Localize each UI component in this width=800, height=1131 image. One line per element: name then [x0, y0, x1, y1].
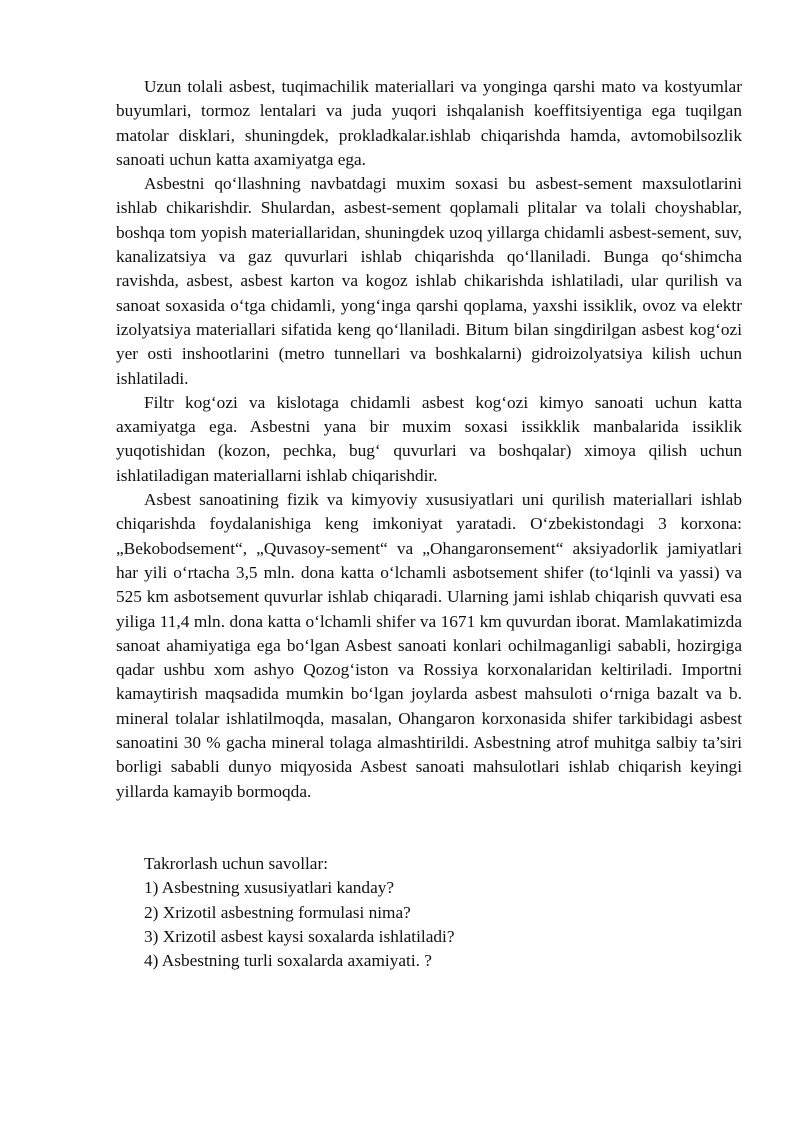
question-item: 4) Asbestning turli soxalarda axamiyati. ? [144, 951, 432, 971]
body-paragraph: Asbestni qo‘llashning navbatdagi muxim soxasi bu asbest-sement maxsulotlarini ishlab chikarishdir. Shulardan, asbest-sement qoplamali plitalar va tolali choyshablar, boshqa tom yopish materiallaridan, shuningdek uzoq yillarga chidamli asbest-sement, suv, kanalizatsiya va gaz quvurlari ishlab chiqarishda qo‘llaniladi. Bunga qo‘shimcha ravishda, asbest, asbest karton va kogoz ishlab chikarishda ishlatiladi, ular qurilish va sanoat soxasida o‘tga chidamli, yong‘inga qarshi qoplama, yaxshi issiklik, ovoz va elektr izolyatsiya materiallari sifatida keng qo‘llaniladi. Bitum bilan singdirilgan asbest kog‘ozi yer osti inshootlarini (metro tunnellari va boshkalarni) gidroizolyatsiya kilish uchun ishlatiladi. [116, 174, 742, 388]
question-item: 1) Asbestning xususiyatlari kanday? [144, 878, 395, 898]
body-paragraph: Filtr kog‘ozi va kislotaga chidamli asbest kog‘ozi kimyo sanoati uchun katta axamiyatga ega. Asbestni yana bir muxim soxasi issikklik manbalarida issiklik yuqotishidan (kozon, pechka, bug‘ quvurlari va boshqalar) ximoya qilish uchun ishlatiladigan materiallarni ishlab chiqarishdir. [116, 392, 742, 485]
question-item: 3) Xrizotil asbest kaysi soxalarda ishlatiladi? [144, 926, 455, 946]
document-page [116, 75, 742, 973]
review-questions [116, 852, 742, 973]
body-paragraph: Uzun tolali asbest, tuqimachilik materiallari va yonginga qarshi mato va kostyumlar buyumlari, tormoz lentalari va juda yuqori ishqalanish koeffitsiyentiga ega tuqilgan matolar disklari, shuningdek, prokladkalar.ishlab chiqarishda hamda, avtomobilsozlik sanoati uchun katta axamiyatga ega. [116, 77, 742, 169]
body-paragraph: Asbest sanoatining fizik va kimyoviy xususiyatlari uni qurilish materiallari ishlab chiqarishda foydalanishiga keng imkoniyat yaratadi. O‘zbekistondagi 3 korxona: „Bekobodsement“, „Quvasoy-sement“ va „Ohangaronsement“ aksiyadorlik jamiyatlari har yili o‘rtacha 3,5 mln. dona katta o‘lchamli asbotsement shifer (to‘lqinli va yassi) va 525 km asbotsement quvurlar ishlab chiqaradi. Ularning jami ishlab chiqarish quvvati esa yiliga 11,4 mln. dona katta o‘lchamli shifer va 1671 km quvurdan iborat. Mamlakatimizda sanoat ahamiyatiga ega bo‘lgan Asbest sanoati konlari ochilmaganligi sababli, hozirgiga qadar ushbu xom ashyo Qozog‘iston va Rossiya korxonalaridan keltiriladi. Importni kamaytirish maqsadida mumkin bo‘lgan joylarda asbest mahsuloti o‘rniga bazalt va b. mineral tolalar ishlatilmoqda, masalan, Ohangaron korxonasida shifer tarkibidagi asbest sanoatini 30 % gacha mineral tolaga almashtirildi. Asbestning atrof muhitga salbiy ta’siri borligi sababli dunyo miqyosida Asbest sanoati mahsulotlari ishlab chiqarish keyingi yillarda kamayib bormoqda. [116, 490, 742, 801]
question-item: 2) Xrizotil asbestning formulasi nima? [144, 902, 411, 922]
questions-heading: Takrorlash uchun savollar: [144, 853, 329, 873]
